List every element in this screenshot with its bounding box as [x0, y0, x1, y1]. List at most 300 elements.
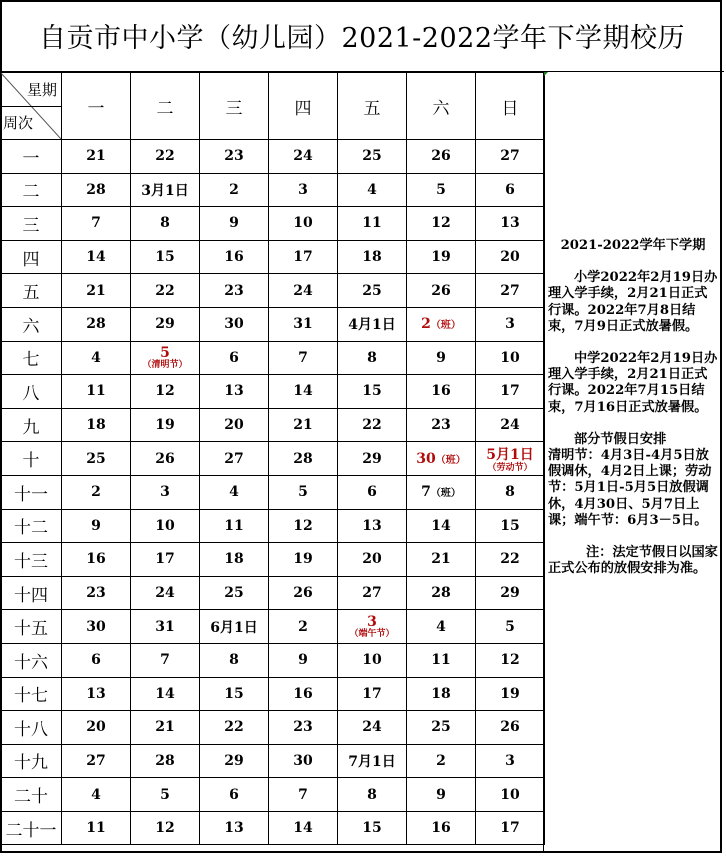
day-value: 28	[86, 316, 106, 333]
day-value: 3	[298, 181, 308, 198]
week-number: 十九	[1, 744, 62, 778]
weekday-mon: 一	[62, 73, 131, 140]
week-number: 二十	[1, 778, 62, 812]
day-value: 8	[367, 786, 377, 803]
day-cell	[200, 711, 269, 745]
day-cell	[62, 408, 131, 442]
day-value: 7	[298, 349, 308, 366]
day-value: 21	[86, 148, 106, 165]
day-value: 27	[500, 148, 520, 165]
day-cell	[338, 173, 407, 207]
day-cell	[269, 509, 338, 543]
day-cell	[269, 408, 338, 442]
day-value: 23	[293, 719, 313, 736]
day-value: 19	[155, 417, 175, 434]
week-row	[1, 475, 545, 509]
day-value: 15	[224, 685, 244, 702]
day-value: 21	[293, 417, 313, 434]
day-cell	[269, 543, 338, 577]
day-cell	[131, 576, 200, 610]
legal-holiday-note: 注：法定节假日以国家正式公布的放假安排为准。	[548, 545, 718, 577]
day-value: 25	[362, 282, 382, 299]
week-row	[1, 576, 545, 610]
day-value: 4月1日	[348, 317, 396, 334]
day-value: 11	[224, 517, 244, 534]
holidays-heading: 部分节假日安排	[574, 431, 667, 447]
day-value: 3	[505, 752, 515, 769]
day-cell	[62, 677, 131, 711]
day-cell	[407, 240, 476, 274]
day-cell	[338, 442, 407, 476]
day-value: 14	[293, 820, 313, 837]
day-cell	[269, 173, 338, 207]
day-value: 21	[431, 551, 451, 568]
day-cell	[269, 240, 338, 274]
day-cell	[62, 643, 131, 677]
day-cell	[200, 307, 269, 341]
day-cell	[338, 811, 407, 845]
day-cell	[269, 576, 338, 610]
weekday-wed: 三	[200, 73, 269, 140]
day-value: 11	[431, 652, 451, 669]
week-row	[1, 442, 545, 476]
day-value: 6	[367, 484, 377, 501]
day-cell	[407, 543, 476, 577]
day-cell	[131, 274, 200, 308]
day-cell	[131, 375, 200, 409]
day-cell	[269, 677, 338, 711]
day-value: 22	[500, 551, 520, 568]
day-cell	[200, 643, 269, 677]
week-row	[1, 677, 545, 711]
day-value: 22	[224, 719, 244, 736]
day-cell	[407, 677, 476, 711]
week-number: 十四	[1, 576, 62, 610]
holidays-schedule: 清明节：4月3日-4月5日放假调休，4月2日上课；劳动节：5月1日-5月5日放假调休，4月30日、5月7日上课；端午节：6月3－5日。	[548, 448, 712, 528]
day-cell	[62, 341, 131, 375]
day-cell	[269, 778, 338, 812]
day-value: 2	[91, 484, 101, 501]
day-cell	[200, 442, 269, 476]
week-number: 三	[1, 207, 62, 241]
day-cell	[131, 140, 200, 174]
day-cell	[476, 509, 545, 543]
corner-divider	[1, 106, 61, 107]
day-value: 16	[293, 685, 313, 702]
day-value: 19	[500, 685, 520, 702]
day-cell	[62, 711, 131, 745]
week-number: 十五	[1, 610, 62, 644]
day-cell	[131, 610, 200, 644]
day-cell	[269, 140, 338, 174]
week-row	[1, 643, 545, 677]
holiday-note: （端午节）	[349, 629, 395, 640]
primary-school-note: 小学2022年2月19日办理入学手续，2月21日正式行课。2022年7月8日结束，7月9日正式放暑假。	[548, 270, 718, 334]
day-cell	[476, 207, 545, 241]
day-value: 28	[431, 585, 451, 602]
day-cell	[476, 677, 545, 711]
day-cell	[338, 744, 407, 778]
day-cell	[338, 408, 407, 442]
day-cell	[407, 744, 476, 778]
week-row	[1, 543, 545, 577]
day-cell	[338, 240, 407, 274]
week-number: 十三	[1, 543, 62, 577]
day-value: 24	[155, 585, 175, 602]
week-row	[1, 811, 545, 845]
week-number: 十八	[1, 711, 62, 745]
day-value: 3月1日	[141, 182, 189, 199]
week-number: 十一	[1, 475, 62, 509]
day-value: 28	[86, 181, 106, 198]
day-cell	[407, 442, 476, 476]
day-value: 24	[362, 719, 382, 736]
weekday-fri: 五	[338, 73, 407, 140]
day-value: 18	[362, 249, 382, 266]
day-cell	[269, 341, 338, 375]
day-value: 15	[500, 517, 520, 534]
day-cell	[62, 375, 131, 409]
day-cell	[338, 543, 407, 577]
week-number: 十二	[1, 509, 62, 543]
day-value: 16	[431, 820, 451, 837]
day-value: 27	[362, 585, 382, 602]
day-value: 15	[155, 249, 175, 266]
day-cell	[476, 610, 545, 644]
day-cell	[200, 677, 269, 711]
day-cell	[62, 778, 131, 812]
day-value: 5	[160, 345, 170, 362]
week-number: 十六	[1, 643, 62, 677]
week-row	[1, 207, 545, 241]
week-row	[1, 173, 545, 207]
day-cell	[62, 543, 131, 577]
day-value: 28	[155, 752, 175, 769]
day-cell	[338, 576, 407, 610]
day-value: 5月1日	[486, 447, 534, 464]
day-value: 17	[500, 820, 520, 837]
day-cell	[338, 677, 407, 711]
day-cell	[200, 509, 269, 543]
day-value: 23	[224, 148, 244, 165]
day-value: 2	[436, 752, 446, 769]
day-value: 21	[155, 719, 175, 736]
day-cell	[131, 811, 200, 845]
day-value: 28	[293, 450, 313, 467]
day-cell	[200, 375, 269, 409]
day-value: 13	[500, 215, 520, 232]
day-value: 24	[293, 282, 313, 299]
week-number: 二	[1, 173, 62, 207]
day-value: 4	[229, 484, 239, 501]
day-cell	[200, 274, 269, 308]
day-cell	[338, 778, 407, 812]
day-cell	[407, 778, 476, 812]
day-value: 8	[229, 652, 239, 669]
day-cell	[476, 744, 545, 778]
day-value: 14	[86, 249, 106, 266]
day-cell	[62, 811, 131, 845]
day-value: 3	[367, 614, 377, 631]
day-cell	[476, 307, 545, 341]
day-cell	[200, 408, 269, 442]
holiday-note: （班）	[435, 454, 466, 466]
day-cell	[62, 207, 131, 241]
day-value: 30	[416, 450, 436, 467]
day-value: 23	[224, 282, 244, 299]
day-value: 21	[86, 282, 106, 299]
week-row	[1, 711, 545, 745]
week-row	[1, 375, 545, 409]
day-value: 10	[362, 652, 382, 669]
day-cell	[407, 173, 476, 207]
day-value: 15	[362, 383, 382, 400]
week-row	[1, 744, 545, 778]
day-value: 6	[229, 786, 239, 803]
day-cell	[476, 711, 545, 745]
weekday-sun: 日	[476, 73, 545, 140]
day-cell	[476, 274, 545, 308]
day-value: 6	[505, 181, 515, 198]
day-cell	[200, 744, 269, 778]
day-value: 26	[155, 450, 175, 467]
day-cell	[476, 778, 545, 812]
day-cell	[269, 274, 338, 308]
day-value: 23	[431, 417, 451, 434]
day-cell	[407, 610, 476, 644]
day-cell	[200, 341, 269, 375]
day-value: 9	[436, 786, 446, 803]
day-value: 2	[298, 618, 308, 635]
day-cell	[200, 610, 269, 644]
day-value: 7	[160, 652, 170, 669]
day-value: 25	[224, 585, 244, 602]
week-number: 一	[1, 140, 62, 174]
day-value: 12	[155, 383, 175, 400]
holiday-note: （劳动节）	[487, 463, 533, 474]
week-number: 九	[1, 408, 62, 442]
day-value: 15	[362, 820, 382, 837]
day-cell	[269, 475, 338, 509]
day-value: 6	[229, 349, 239, 366]
week-number: 十	[1, 442, 62, 476]
day-value: 16	[86, 551, 106, 568]
day-value: 4	[367, 181, 377, 198]
day-value: 26	[431, 148, 451, 165]
day-cell	[200, 576, 269, 610]
day-cell	[131, 408, 200, 442]
day-cell	[338, 341, 407, 375]
day-value: 2	[229, 181, 239, 198]
day-value: 29	[155, 316, 175, 333]
day-cell	[269, 643, 338, 677]
week-number: 五	[1, 274, 62, 308]
holiday-note: （清明节）	[142, 360, 188, 371]
day-cell	[338, 207, 407, 241]
day-cell	[62, 140, 131, 174]
day-value: 14	[431, 517, 451, 534]
day-cell	[200, 778, 269, 812]
week-axis-label: 周次	[3, 114, 34, 132]
day-cell	[476, 408, 545, 442]
day-value: 6月1日	[210, 619, 258, 636]
day-value: 3	[160, 484, 170, 501]
day-value: 17	[500, 383, 520, 400]
day-cell	[338, 711, 407, 745]
day-cell	[407, 711, 476, 745]
day-value: 10	[500, 786, 520, 803]
day-cell	[338, 140, 407, 174]
day-cell	[476, 140, 545, 174]
day-value: 29	[500, 585, 520, 602]
day-value: 10	[155, 517, 175, 534]
week-number: 七	[1, 341, 62, 375]
day-value: 23	[86, 585, 106, 602]
day-cell	[269, 811, 338, 845]
day-cell	[407, 375, 476, 409]
day-cell	[269, 711, 338, 745]
day-cell	[476, 643, 545, 677]
day-value: 29	[362, 450, 382, 467]
week-number: 二十一	[1, 811, 62, 845]
day-value: 4	[91, 786, 101, 803]
day-value: 22	[155, 282, 175, 299]
day-value: 5	[505, 618, 515, 635]
day-value: 4	[91, 349, 101, 366]
day-value: 18	[224, 551, 244, 568]
day-cell	[131, 240, 200, 274]
day-cell	[62, 576, 131, 610]
day-cell	[62, 610, 131, 644]
week-row	[1, 307, 545, 341]
day-value: 16	[224, 249, 244, 266]
day-cell	[131, 475, 200, 509]
day-cell	[407, 140, 476, 174]
day-cell	[131, 778, 200, 812]
header-row	[1, 73, 545, 140]
day-value: 31	[293, 316, 313, 333]
day-value: 22	[155, 148, 175, 165]
day-value: 3	[505, 316, 515, 333]
day-value: 24	[500, 417, 520, 434]
day-cell	[62, 274, 131, 308]
day-cell	[269, 307, 338, 341]
day-value: 19	[293, 551, 313, 568]
day-cell	[131, 643, 200, 677]
day-cell	[476, 442, 545, 476]
day-value: 7	[91, 215, 101, 232]
day-cell	[131, 711, 200, 745]
day-value: 30	[293, 752, 313, 769]
day-cell	[407, 475, 476, 509]
day-cell	[269, 610, 338, 644]
day-value: 26	[431, 282, 451, 299]
day-cell	[407, 274, 476, 308]
week-number: 十七	[1, 677, 62, 711]
day-value: 13	[224, 383, 244, 400]
week-row	[1, 341, 545, 375]
weekday-tue: 二	[131, 73, 200, 140]
day-cell	[338, 509, 407, 543]
day-cell	[407, 408, 476, 442]
day-value: 8	[505, 484, 515, 501]
day-value: 10	[293, 215, 313, 232]
school-calendar-table	[0, 72, 545, 845]
day-value: 8	[160, 215, 170, 232]
day-value: 17	[155, 551, 175, 568]
day-cell	[476, 375, 545, 409]
day-value: 9	[436, 349, 446, 366]
day-cell	[269, 442, 338, 476]
day-value: 11	[86, 383, 106, 400]
day-cell	[62, 744, 131, 778]
day-cell	[338, 610, 407, 644]
day-cell	[269, 744, 338, 778]
day-cell	[476, 240, 545, 274]
day-cell	[269, 375, 338, 409]
day-cell	[200, 811, 269, 845]
day-cell	[476, 576, 545, 610]
day-value: 12	[155, 820, 175, 837]
day-value: 18	[86, 417, 106, 434]
semester-heading: 2021-2022学年下学期	[560, 238, 706, 253]
day-value: 10	[500, 349, 520, 366]
day-cell	[62, 475, 131, 509]
day-value: 25	[362, 148, 382, 165]
day-value: 30	[224, 316, 244, 333]
day-cell	[200, 173, 269, 207]
day-cell	[62, 240, 131, 274]
day-cell	[200, 240, 269, 274]
day-value: 17	[293, 249, 313, 266]
day-cell	[476, 475, 545, 509]
week-row	[1, 408, 545, 442]
day-value: 12	[500, 652, 520, 669]
day-value: 26	[293, 585, 313, 602]
day-cell	[338, 274, 407, 308]
week-row	[1, 778, 545, 812]
day-value: 7	[421, 484, 431, 501]
day-value: 16	[431, 383, 451, 400]
day-cell	[407, 811, 476, 845]
day-value: 11	[86, 820, 106, 837]
corner-cell	[1, 73, 62, 140]
day-value: 31	[155, 618, 175, 635]
week-number: 四	[1, 240, 62, 274]
day-cell	[476, 341, 545, 375]
week-row	[1, 140, 545, 174]
day-cell	[476, 173, 545, 207]
day-value: 13	[362, 517, 382, 534]
day-value: 5	[298, 484, 308, 501]
day-value: 13	[86, 685, 106, 702]
day-value: 25	[86, 450, 106, 467]
day-cell	[476, 543, 545, 577]
day-cell	[407, 509, 476, 543]
day-value: 9	[298, 652, 308, 669]
day-cell	[338, 375, 407, 409]
weekday-sat: 六	[407, 73, 476, 140]
day-cell	[407, 307, 476, 341]
week-row	[1, 610, 545, 644]
week-row	[1, 509, 545, 543]
day-value: 19	[431, 249, 451, 266]
day-cell	[200, 207, 269, 241]
week-number: 八	[1, 375, 62, 409]
day-cell	[200, 475, 269, 509]
day-cell	[131, 509, 200, 543]
day-value: 14	[155, 685, 175, 702]
